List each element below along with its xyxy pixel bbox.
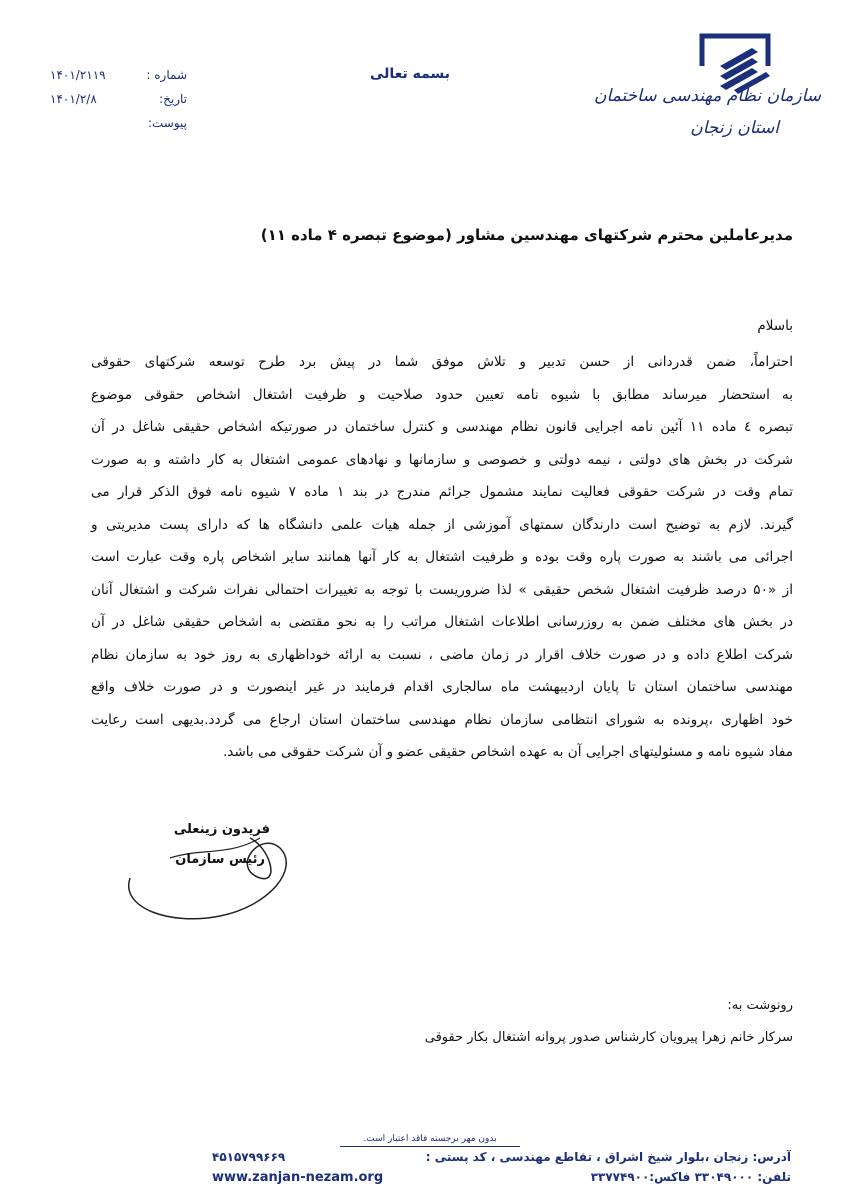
org-name-line1: سازمان نظام مهندسی ساختمان [594,86,821,106]
footer-address: آدرس: زنجان ،بلوار شیخ اشراق ، تقاطع مهندسی ، کد پستی : [425,1150,791,1164]
body-line: به استحضار میرساند مطابق با شیوه نامه تعیین حدود صلاحیت و ظرفیت اشتغال اشخاص حقوقی موضوع [91,386,793,403]
footer-website-link[interactable]: www.zanjan-nezam.org [212,1170,384,1185]
attachment-label: پیوست: [147,116,187,130]
body-line: گیرند. لازم به توضیح است دارندگان سمتهای آموزشی از جمله هیات علمی دانشگاه ها که دارای پست مدیریتی و [91,516,793,533]
cc-label: رونوشت به: [727,998,793,1013]
body-line: در بخش های مختلف ضمن به روزرسانی اطلاعات اشتغال مراتب را به نحو مقتضی به اشخاص حقیقی شاغل در آن [91,614,793,630]
body-line: مهندسی ساختمان استان تا پایان اردیبهشت ماه سالجاری اقدام فرمایند در غیر اینصورت و در صورت خلاف واقع [91,679,793,695]
body-line: شرکت اطلاع داده و در صورت خلاف اقرار در زمان ماضی ، نسبت به ارائه خوداظهاری به روز خود به سازمان نظام [91,646,793,663]
letter-body [91,346,793,769]
body-line: احتراماً، ضمن قدردانی از حسن تدبیر و تلاش موفق شما در پیش برد طرح توسعه شرکتهای حقوقی [91,354,793,370]
body-line: تمام وقت در شرکت حقوقی فعالیت نمایند مشمول جرائم مندرج در بند ۱ ماده ۷ شیوه نامه فوق الذکر قرار می [91,484,793,500]
body-line: خود اظهاری ،پرونده به شورای انتظامی سازمان نظام مهندسی ساختمان استان ارجاع می گردد.بدیهی است رعایت [91,711,793,728]
signature-block [110,808,310,928]
letter-greeting: باسلام [757,318,793,334]
date-label: تاریخ: [159,92,187,106]
number-value: ۱۴۰۱/۲۱۱۹ [50,68,106,82]
letter-subject: مدیرعاملین محترم شرکتهای مهندسین مشاور (موضوع تبصره ۴ ماده ۱۱) [260,226,793,244]
footer-postal-code: ۴۵۱۵۷۹۹۶۶۹ [212,1150,286,1164]
footer-divider [340,1146,520,1147]
bismillah-heading: بسمه تعالی [369,66,451,82]
body-line: شرکت در بخش های دولتی ، نیمه دولتی و خصوصی و سازمانها و نهادهای عمومی اشتغال به کار داشته و به صورت [91,451,793,468]
signer-name: فریدون زینعلی [173,822,270,837]
org-name-line2: استان زنجان [690,118,779,138]
date-value: ۱۴۰۱/۲/۸ [50,92,97,106]
body-line: مفاد شیوه نامه و مسئولیتهای اجرایی آن به عهده اشخاص حقیقی عضو و آن شرکت حقوقی می باشد. [222,744,793,760]
body-line: تبصره ٤ ماده ١١ آئین نامه اجرایی قانون نظام مهندسی و کنترل ساختمان در صورتیکه اشخاص حقیقی شاغل در آن [91,419,793,435]
body-line: از «۵۰ درصد ظرفیت اشتغال شخص حقیقی » لذا ضروریست با توجه به تغییرات احتمالی نفرات شرکت و اشتغال آنان [91,581,793,598]
body-line: اجرائی می باشند به صورت پاره وقت بوده و ظرفیت اشتغال به کار آنها همانند سایر اشخاص پاره وقت عبارت است [91,549,793,565]
cc-recipient: سرکار خانم زهرا پیرویان کارشناس صدور پروانه اشتغال بکار حقوقی [424,1030,793,1045]
seal-validity-note: بدون مهر برجسته فاقد اعتبار است. [363,1134,497,1144]
number-label: شماره : [146,68,187,82]
signer-title: رئیس سازمان [175,852,265,867]
footer-phone-fax: تلفن: ۳۳۰۴۹۰۰۰ فاکس:۳۳۷۷۴۹۰۰ [590,1170,791,1184]
